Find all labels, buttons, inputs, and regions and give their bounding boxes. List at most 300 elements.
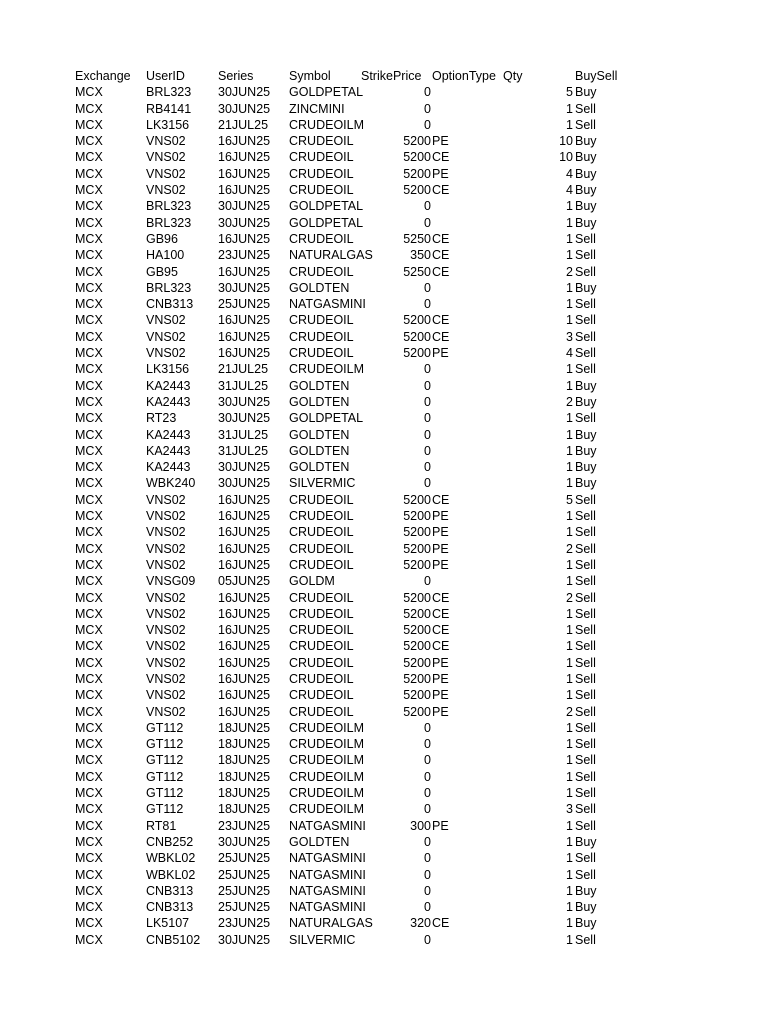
- cell-optiontype: CE: [432, 329, 450, 344]
- cell-series: 23JUN25: [218, 916, 271, 931]
- cell-symbol: CRUDEOIL: [289, 671, 354, 686]
- cell-exchange: MCX: [75, 313, 103, 328]
- cell-userid: VNS02: [146, 606, 186, 621]
- cell-exchange: MCX: [75, 818, 103, 833]
- cell-exchange: MCX: [75, 231, 103, 246]
- cell-series: 18JUN25: [218, 753, 271, 768]
- cell-buysell: Sell: [575, 264, 596, 279]
- cell-optiontype: PE: [432, 655, 449, 670]
- cell-strikeprice: 5200: [403, 671, 431, 686]
- cell-buysell: Sell: [575, 346, 596, 361]
- cell-series: 16JUN25: [218, 134, 271, 149]
- cell-symbol: GOLDPETAL: [289, 199, 364, 214]
- cell-series: 16JUN25: [218, 671, 271, 686]
- cell-userid: VNS02: [146, 313, 186, 328]
- cell-qty: 1: [566, 117, 573, 132]
- cell-buysell: Sell: [575, 688, 596, 703]
- cell-symbol: CRUDEOIL: [289, 509, 354, 524]
- cell-strikeprice: 0: [424, 867, 431, 882]
- cell-userid: GT112: [146, 737, 184, 752]
- cell-exchange: MCX: [75, 932, 103, 947]
- cell-exchange: MCX: [75, 297, 103, 312]
- cell-buysell: Sell: [575, 671, 596, 686]
- cell-userid: GT112: [146, 753, 184, 768]
- cell-buysell: Sell: [575, 557, 596, 572]
- cell-exchange: MCX: [75, 215, 103, 230]
- cell-qty: 1: [566, 199, 573, 214]
- cell-userid: RT81: [146, 818, 177, 833]
- cell-buysell: Sell: [575, 753, 596, 768]
- cell-symbol: GOLDPETAL: [289, 85, 364, 100]
- cell-series: 25JUN25: [218, 883, 271, 898]
- cell-exchange: MCX: [75, 867, 103, 882]
- cell-series: 18JUN25: [218, 737, 271, 752]
- cell-series: 21JUL25: [218, 362, 269, 377]
- cell-exchange: MCX: [75, 574, 103, 589]
- cell-qty: 1: [566, 720, 573, 735]
- cell-strikeprice: 0: [424, 280, 431, 295]
- cell-qty: 1: [566, 851, 573, 866]
- cell-buysell: Sell: [575, 590, 596, 605]
- cell-userid: RT23: [146, 411, 177, 426]
- cell-symbol: CRUDEOIL: [289, 590, 354, 605]
- cell-userid: VNS02: [146, 329, 186, 344]
- cell-symbol: CRUDEOILM: [289, 786, 365, 801]
- cell-qty: 4: [566, 166, 573, 181]
- cell-optiontype: PE: [432, 541, 449, 556]
- cell-exchange: MCX: [75, 851, 103, 866]
- cell-qty: 1: [566, 215, 573, 230]
- cell-symbol: NATGASMINI: [289, 851, 366, 866]
- cell-symbol: CRUDEOILM: [289, 117, 365, 132]
- cell-buysell: Sell: [575, 362, 596, 377]
- header-optiontype: OptionType: [432, 69, 496, 83]
- cell-buysell: Sell: [575, 248, 596, 263]
- cell-optiontype: CE: [432, 639, 450, 654]
- cell-symbol: GOLDTEN: [289, 280, 350, 295]
- cell-qty: 2: [566, 704, 573, 719]
- cell-symbol: GOLDTEN: [289, 378, 350, 393]
- cell-series: 31JUL25: [218, 378, 269, 393]
- cell-strikeprice: 5200: [403, 655, 431, 670]
- cell-exchange: MCX: [75, 769, 103, 784]
- cell-series: 30JUN25: [218, 199, 271, 214]
- header-symbol: Symbol: [289, 69, 331, 83]
- cell-strikeprice: 0: [424, 476, 431, 491]
- cell-qty: 1: [566, 916, 573, 931]
- cell-userid: CNB313: [146, 883, 194, 898]
- cell-userid: KA2443: [146, 443, 191, 458]
- cell-strikeprice: 5200: [403, 346, 431, 361]
- cell-symbol: NATGASMINI: [289, 900, 366, 915]
- cell-strikeprice: 5200: [403, 150, 431, 165]
- cell-userid: VNS02: [146, 639, 186, 654]
- cell-userid: KA2443: [146, 460, 191, 475]
- cell-symbol: CRUDEOIL: [289, 166, 354, 181]
- cell-symbol: CRUDEOIL: [289, 623, 354, 638]
- header-exchange: Exchange: [75, 69, 131, 83]
- cell-userid: CNB313: [146, 297, 194, 312]
- cell-userid: BRL323: [146, 199, 192, 214]
- cell-symbol: GOLDTEN: [289, 460, 350, 475]
- cell-qty: 2: [566, 590, 573, 605]
- cell-series: 16JUN25: [218, 509, 271, 524]
- cell-series: 30JUN25: [218, 834, 271, 849]
- cell-userid: WBKL02: [146, 867, 196, 882]
- cell-strikeprice: 0: [424, 394, 431, 409]
- cell-series: 16JUN25: [218, 655, 271, 670]
- cell-qty: 1: [566, 753, 573, 768]
- cell-strikeprice: 5200: [403, 183, 431, 198]
- cell-qty: 1: [566, 769, 573, 784]
- cell-optiontype: CE: [432, 492, 450, 507]
- cell-userid: VNS02: [146, 346, 186, 361]
- cell-series: 25JUN25: [218, 867, 271, 882]
- cell-series: 16JUN25: [218, 639, 271, 654]
- cell-buysell: Sell: [575, 704, 596, 719]
- cell-series: 16JUN25: [218, 264, 271, 279]
- cell-qty: 1: [566, 900, 573, 915]
- cell-symbol: CRUDEOILM: [289, 769, 365, 784]
- cell-exchange: MCX: [75, 150, 103, 165]
- cell-buysell: Sell: [575, 231, 596, 246]
- cell-exchange: MCX: [75, 557, 103, 572]
- cell-exchange: MCX: [75, 492, 103, 507]
- cell-series: 16JUN25: [218, 183, 271, 198]
- cell-series: 16JUN25: [218, 346, 271, 361]
- cell-exchange: MCX: [75, 834, 103, 849]
- cell-userid: GT112: [146, 769, 184, 784]
- cell-symbol: CRUDEOILM: [289, 737, 365, 752]
- cell-qty: 1: [566, 606, 573, 621]
- cell-series: 30JUN25: [218, 394, 271, 409]
- cell-series: 16JUN25: [218, 525, 271, 540]
- cell-series: 16JUN25: [218, 231, 271, 246]
- cell-buysell: Sell: [575, 932, 596, 947]
- cell-optiontype: CE: [432, 183, 450, 198]
- cell-buysell: Buy: [575, 85, 597, 100]
- cell-symbol: NATGASMINI: [289, 818, 366, 833]
- cell-optiontype: CE: [432, 606, 450, 621]
- cell-optiontype: CE: [432, 590, 450, 605]
- cell-buysell: Sell: [575, 411, 596, 426]
- cell-series: 30JUN25: [218, 101, 271, 116]
- cell-series: 16JUN25: [218, 688, 271, 703]
- cell-strikeprice: 0: [424, 720, 431, 735]
- cell-exchange: MCX: [75, 786, 103, 801]
- cell-exchange: MCX: [75, 378, 103, 393]
- cell-qty: 1: [566, 280, 573, 295]
- cell-exchange: MCX: [75, 85, 103, 100]
- cell-symbol: CRUDEOIL: [289, 606, 354, 621]
- cell-optiontype: PE: [432, 346, 449, 361]
- cell-buysell: Sell: [575, 525, 596, 540]
- cell-qty: 3: [566, 329, 573, 344]
- cell-buysell: Sell: [575, 623, 596, 638]
- cell-userid: VNS02: [146, 183, 186, 198]
- cell-exchange: MCX: [75, 476, 103, 491]
- cell-series: 30JUN25: [218, 460, 271, 475]
- cell-qty: 1: [566, 509, 573, 524]
- cell-buysell: Buy: [575, 916, 597, 931]
- cell-symbol: CRUDEOIL: [289, 329, 354, 344]
- cell-series: 16JUN25: [218, 313, 271, 328]
- cell-qty: 1: [566, 101, 573, 116]
- cell-strikeprice: 0: [424, 85, 431, 100]
- cell-buysell: Buy: [575, 900, 597, 915]
- cell-strikeprice: 0: [424, 460, 431, 475]
- cell-exchange: MCX: [75, 525, 103, 540]
- cell-exchange: MCX: [75, 460, 103, 475]
- cell-strikeprice: 5200: [403, 623, 431, 638]
- cell-optiontype: PE: [432, 688, 449, 703]
- cell-symbol: CRUDEOIL: [289, 264, 354, 279]
- cell-optiontype: PE: [432, 509, 449, 524]
- cell-userid: GT112: [146, 786, 184, 801]
- cell-userid: VNS02: [146, 557, 186, 572]
- cell-buysell: Buy: [575, 183, 597, 198]
- cell-buysell: Sell: [575, 786, 596, 801]
- cell-symbol: CRUDEOIL: [289, 655, 354, 670]
- cell-strikeprice: 5200: [403, 313, 431, 328]
- cell-buysell: Sell: [575, 509, 596, 524]
- cell-qty: 1: [566, 248, 573, 263]
- cell-symbol: CRUDEOIL: [289, 313, 354, 328]
- cell-strikeprice: 5200: [403, 541, 431, 556]
- cell-symbol: GOLDTEN: [289, 394, 350, 409]
- cell-qty: 1: [566, 834, 573, 849]
- cell-strikeprice: 5200: [403, 492, 431, 507]
- cell-userid: LK5107: [146, 916, 190, 931]
- cell-qty: 10: [559, 150, 573, 165]
- cell-series: 16JUN25: [218, 166, 271, 181]
- cell-series: 16JUN25: [218, 541, 271, 556]
- cell-buysell: Sell: [575, 329, 596, 344]
- cell-strikeprice: 5200: [403, 606, 431, 621]
- cell-exchange: MCX: [75, 671, 103, 686]
- cell-symbol: NATURALGAS: [289, 248, 373, 263]
- cell-exchange: MCX: [75, 753, 103, 768]
- cell-symbol: CRUDEOIL: [289, 525, 354, 540]
- cell-buysell: Buy: [575, 460, 597, 475]
- cell-optiontype: CE: [432, 150, 450, 165]
- cell-qty: 1: [566, 671, 573, 686]
- cell-buysell: Buy: [575, 280, 597, 295]
- cell-symbol: NATGASMINI: [289, 883, 366, 898]
- cell-series: 18JUN25: [218, 802, 271, 817]
- cell-symbol: CRUDEOIL: [289, 346, 354, 361]
- cell-symbol: CRUDEOIL: [289, 557, 354, 572]
- cell-strikeprice: 5200: [403, 329, 431, 344]
- cell-buysell: Buy: [575, 443, 597, 458]
- cell-exchange: MCX: [75, 509, 103, 524]
- cell-buysell: Sell: [575, 541, 596, 556]
- cell-strikeprice: 0: [424, 900, 431, 915]
- cell-exchange: MCX: [75, 606, 103, 621]
- cell-qty: 1: [566, 443, 573, 458]
- cell-exchange: MCX: [75, 264, 103, 279]
- cell-qty: 2: [566, 264, 573, 279]
- cell-series: 31JUL25: [218, 443, 269, 458]
- cell-symbol: NATURALGAS: [289, 916, 373, 931]
- cell-series: 16JUN25: [218, 590, 271, 605]
- cell-strikeprice: 0: [424, 117, 431, 132]
- cell-exchange: MCX: [75, 411, 103, 426]
- cell-qty: 1: [566, 688, 573, 703]
- cell-symbol: CRUDEOIL: [289, 492, 354, 507]
- cell-exchange: MCX: [75, 802, 103, 817]
- cell-strikeprice: 0: [424, 215, 431, 230]
- cell-symbol: CRUDEOIL: [289, 150, 354, 165]
- cell-buysell: Sell: [575, 867, 596, 882]
- cell-userid: VNS02: [146, 655, 186, 670]
- cell-buysell: Sell: [575, 606, 596, 621]
- cell-buysell: Buy: [575, 427, 597, 442]
- cell-exchange: MCX: [75, 623, 103, 638]
- cell-exchange: MCX: [75, 900, 103, 915]
- cell-strikeprice: 5250: [403, 231, 431, 246]
- cell-exchange: MCX: [75, 166, 103, 181]
- cell-series: 30JUN25: [218, 411, 271, 426]
- cell-exchange: MCX: [75, 639, 103, 654]
- cell-strikeprice: 0: [424, 802, 431, 817]
- cell-qty: 1: [566, 557, 573, 572]
- cell-buysell: Buy: [575, 150, 597, 165]
- cell-series: 25JUN25: [218, 851, 271, 866]
- cell-strikeprice: 0: [424, 932, 431, 947]
- cell-buysell: Buy: [575, 166, 597, 181]
- cell-series: 31JUL25: [218, 427, 269, 442]
- cell-strikeprice: 5200: [403, 590, 431, 605]
- cell-symbol: NATGASMINI: [289, 297, 366, 312]
- cell-series: 18JUN25: [218, 720, 271, 735]
- cell-userid: VNS02: [146, 166, 186, 181]
- cell-series: 16JUN25: [218, 606, 271, 621]
- cell-symbol: CRUDEOILM: [289, 753, 365, 768]
- cell-strikeprice: 5200: [403, 134, 431, 149]
- cell-buysell: Sell: [575, 655, 596, 670]
- cell-qty: 1: [566, 655, 573, 670]
- cell-exchange: MCX: [75, 362, 103, 377]
- cell-userid: VNS02: [146, 525, 186, 540]
- cell-userid: VNSG09: [146, 574, 196, 589]
- cell-symbol: CRUDEOIL: [289, 704, 354, 719]
- cell-series: 30JUN25: [218, 280, 271, 295]
- cell-strikeprice: 5200: [403, 688, 431, 703]
- cell-userid: GT112: [146, 720, 184, 735]
- cell-userid: BRL323: [146, 215, 192, 230]
- cell-userid: GB95: [146, 264, 178, 279]
- cell-series: 23JUN25: [218, 248, 271, 263]
- header-buysell: BuySell: [575, 69, 618, 83]
- cell-symbol: GOLDM: [289, 574, 335, 589]
- cell-series: 18JUN25: [218, 786, 271, 801]
- cell-series: 25JUN25: [218, 297, 271, 312]
- cell-buysell: Buy: [575, 378, 597, 393]
- cell-buysell: Sell: [575, 117, 596, 132]
- cell-strikeprice: 0: [424, 443, 431, 458]
- cell-exchange: MCX: [75, 280, 103, 295]
- cell-symbol: GOLDTEN: [289, 427, 350, 442]
- cell-buysell: Sell: [575, 769, 596, 784]
- cell-symbol: GOLDTEN: [289, 834, 350, 849]
- cell-symbol: CRUDEOILM: [289, 720, 365, 735]
- cell-qty: 2: [566, 541, 573, 556]
- cell-qty: 1: [566, 231, 573, 246]
- cell-optiontype: PE: [432, 525, 449, 540]
- cell-series: 30JUN25: [218, 215, 271, 230]
- cell-symbol: CRUDEOIL: [289, 639, 354, 654]
- cell-userid: KA2443: [146, 378, 191, 393]
- cell-userid: CNB5102: [146, 932, 201, 947]
- cell-qty: 4: [566, 346, 573, 361]
- cell-buysell: Buy: [575, 215, 597, 230]
- cell-qty: 1: [566, 476, 573, 491]
- cell-userid: VNS02: [146, 150, 186, 165]
- cell-userid: VNS02: [146, 134, 186, 149]
- cell-exchange: MCX: [75, 329, 103, 344]
- cell-qty: 1: [566, 460, 573, 475]
- cell-qty: 5: [566, 85, 573, 100]
- cell-optiontype: PE: [432, 818, 449, 833]
- cell-userid: BRL323: [146, 280, 192, 295]
- cell-userid: LK3156: [146, 362, 190, 377]
- cell-symbol: CRUDEOIL: [289, 688, 354, 703]
- cell-exchange: MCX: [75, 443, 103, 458]
- cell-qty: 1: [566, 297, 573, 312]
- cell-buysell: Buy: [575, 476, 597, 491]
- cell-userid: VNS02: [146, 509, 186, 524]
- cell-buysell: Sell: [575, 802, 596, 817]
- cell-exchange: MCX: [75, 248, 103, 263]
- cell-series: 16JUN25: [218, 492, 271, 507]
- cell-userid: GT112: [146, 802, 184, 817]
- cell-qty: 1: [566, 427, 573, 442]
- cell-symbol: SILVERMIC: [289, 932, 356, 947]
- cell-series: 16JUN25: [218, 329, 271, 344]
- cell-strikeprice: 0: [424, 297, 431, 312]
- cell-exchange: MCX: [75, 541, 103, 556]
- cell-series: 30JUN25: [218, 85, 271, 100]
- cell-qty: 1: [566, 639, 573, 654]
- cell-qty: 1: [566, 786, 573, 801]
- cell-optiontype: CE: [432, 248, 450, 263]
- cell-strikeprice: 5200: [403, 509, 431, 524]
- cell-exchange: MCX: [75, 737, 103, 752]
- cell-strikeprice: 350: [410, 248, 431, 263]
- cell-optiontype: PE: [432, 704, 449, 719]
- cell-qty: 1: [566, 362, 573, 377]
- cell-buysell: Sell: [575, 737, 596, 752]
- cell-qty: 1: [566, 411, 573, 426]
- cell-buysell: Sell: [575, 574, 596, 589]
- cell-symbol: CRUDEOILM: [289, 362, 365, 377]
- cell-buysell: Buy: [575, 834, 597, 849]
- cell-qty: 1: [566, 883, 573, 898]
- cell-exchange: MCX: [75, 183, 103, 198]
- cell-qty: 1: [566, 378, 573, 393]
- cell-userid: WBKL02: [146, 851, 196, 866]
- cell-buysell: Buy: [575, 199, 597, 214]
- cell-buysell: Sell: [575, 313, 596, 328]
- cell-buysell: Sell: [575, 851, 596, 866]
- cell-userid: KA2443: [146, 427, 191, 442]
- cell-qty: 1: [566, 525, 573, 540]
- cell-buysell: Sell: [575, 720, 596, 735]
- cell-strikeprice: 0: [424, 427, 431, 442]
- header-userid: UserID: [146, 69, 185, 83]
- cell-userid: CNB252: [146, 834, 194, 849]
